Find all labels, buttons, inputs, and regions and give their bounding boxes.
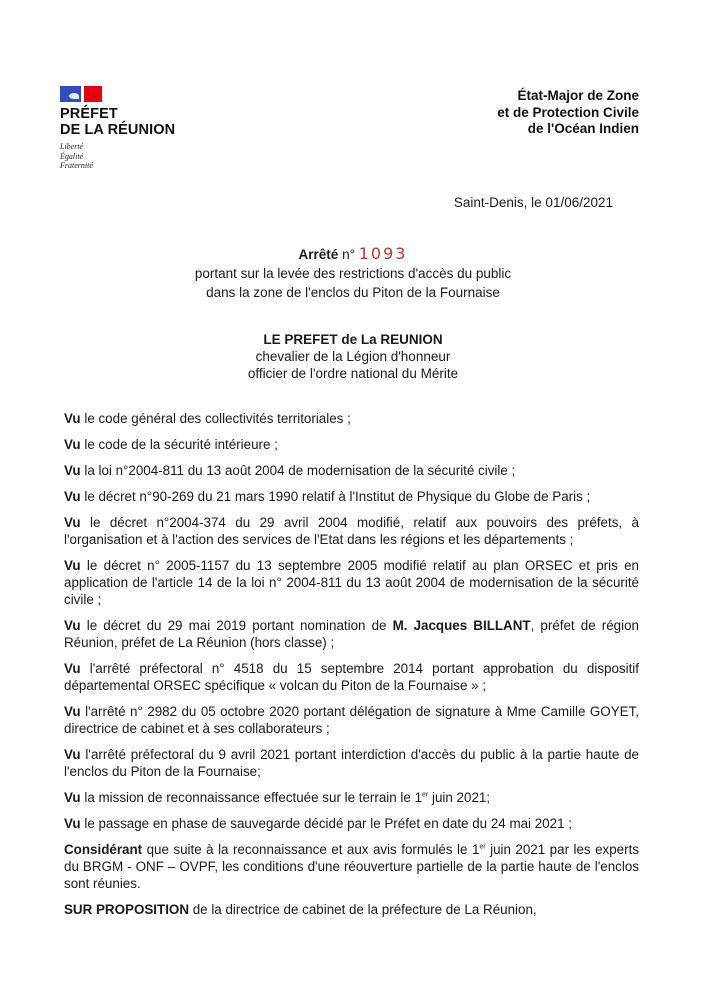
document-date: Saint-Denis, le 01/06/2021 [453,195,613,210]
para-text: de la directrice de cabinet de la préfecture de La Réunion, [189,902,537,917]
para-lead: Vu [64,489,81,504]
para-text: l'arrêté préfectoral n° 4518 du 15 septembre 2014 portant approbation du dispositif départemental ORSEC spécifique « volcan du Piton de la Fournaise » ; [64,661,639,693]
para-text: le décret du 29 mai 2019 portant nomination de [80,618,393,633]
para-lead: Considérant [64,842,143,857]
visa-paragraph [64,660,639,694]
visa-paragraph [64,514,639,548]
para-lead: Vu [64,558,81,573]
logo-motto [60,142,175,171]
logo-name-line2: DE LA RÉUNION [60,122,176,138]
para-lead: Vu [64,747,81,762]
logo-name-line1: PRÉFET [60,106,118,122]
para-text: que suite à la reconnaissance et aux avis formulés le 1 [142,842,480,857]
marianne-flag-icon [60,86,102,102]
proposition-paragraph [64,901,639,918]
decree-number: 1093 [358,244,408,263]
para-lead: Vu [64,437,81,452]
prefet-name: M. Jacques BILLANT [392,618,531,633]
visa-paragraph [64,410,639,427]
visa-paragraph [64,815,639,832]
ordinal-sup: er [422,791,429,799]
visa-paragraph [64,617,639,651]
decree-subject-line2: dans la zone de l'enclos du Piton de la Fournaise [206,285,500,300]
visa-paragraph [64,789,639,806]
ordinal-sup: er [479,843,486,851]
para-lead: SUR PROPOSITION [64,902,189,917]
para-text: l'arrêté n° 2982 du 05 octobre 2020 portant délégation de signature à Mme Camille GOYET, directrice de cabinet et à ses collaborateurs ; [64,704,639,736]
decree-title [0,244,706,302]
issuing-office [497,88,639,138]
para-lead: Vu [64,515,81,530]
visa-paragraph [64,746,639,780]
para-text-after: juin 2021 par les experts du BRGM - ONF – OVPF, les conditions d'une réouverture partielle de la partie haute de l'enclos sont réunies. [64,842,639,891]
para-lead: Vu [64,618,81,633]
para-lead: Vu [64,463,81,478]
issuing-office-line3: de l'Océan Indien [527,121,639,136]
para-text: le décret n°90-269 du 21 mars 1990 relatif à l'Institut de Physique du Globe de Paris ; [80,489,591,504]
issuing-office-line1: État-Major de Zone [517,88,639,103]
visa-paragraph [64,703,639,737]
issuing-office-line2: et de Protection Civile [497,104,639,120]
prefet-block [0,331,706,382]
para-text: le code général des collectivités territoriales ; [80,411,351,426]
decree-number-line [0,244,706,264]
para-text-after: juin 2021; [428,790,491,805]
para-lead: Vu [64,704,81,719]
para-text: le décret n°2004-374 du 29 avril 2004 modifié, relatif aux pouvoirs des préfets, à l'organisation et à l'action des services de l'Etat dans les régions et les départements ; [64,515,639,547]
decree-body [64,410,639,927]
considerant-paragraph [64,841,639,892]
visa-paragraph [64,557,639,608]
para-text: le décret n° 2005-1157 du 13 septembre 2005 modifié relatif au plan ORSEC et pris en application de l'article 14 de la loi n° 2004-811 du 13 août 2004 de modernisation de la sécurité civile ; [64,558,639,607]
para-text-after: , préfet de région Réunion, préfet de La Réunion (hors classe) ; [64,618,639,650]
motto-fraternite: Fraternité [60,161,93,170]
prefecture-logo [60,86,175,171]
para-text: la mission de reconnaissance effectuée sur le terrain le 1 [80,790,423,805]
para-text: l'arrêté préfectoral du 9 avril 2021 portant interdiction d'accès du public à la partie haute de l'enclos du Piton de la Fournaise; [64,747,639,779]
motto-liberte: Liberté [60,142,84,151]
decree-subject-line1: portant sur la levée des restrictions d'accès du public [194,266,512,281]
number-prefix: n° [342,247,355,262]
prefet-title: LE PREFET de La REUNION [263,332,443,347]
prefet-honor-2: officier de l'ordre national du Mérite [247,366,459,381]
para-text: la loi n°2004-811 du 13 août 2004 de modernisation de la sécurité civile ; [80,463,516,478]
prefet-honor-1: chevalier de la Légion d'honneur [255,349,451,364]
logo-name [60,106,175,138]
visa-paragraph [64,436,639,453]
para-lead: Vu [64,411,81,426]
para-text: le passage en phase de sauvegarde décidé par le Préfet en date du 24 mai 2021 ; [80,816,572,831]
para-lead: Vu [64,790,81,805]
visa-paragraph [64,488,639,505]
motto-egalite: Égalité [60,151,84,161]
visa-paragraph [64,462,639,479]
para-text: le code de la sécurité intérieure ; [80,437,278,452]
para-lead: Vu [64,661,81,676]
para-lead: Vu [64,816,81,831]
arrete-label: Arrêté [298,247,339,262]
